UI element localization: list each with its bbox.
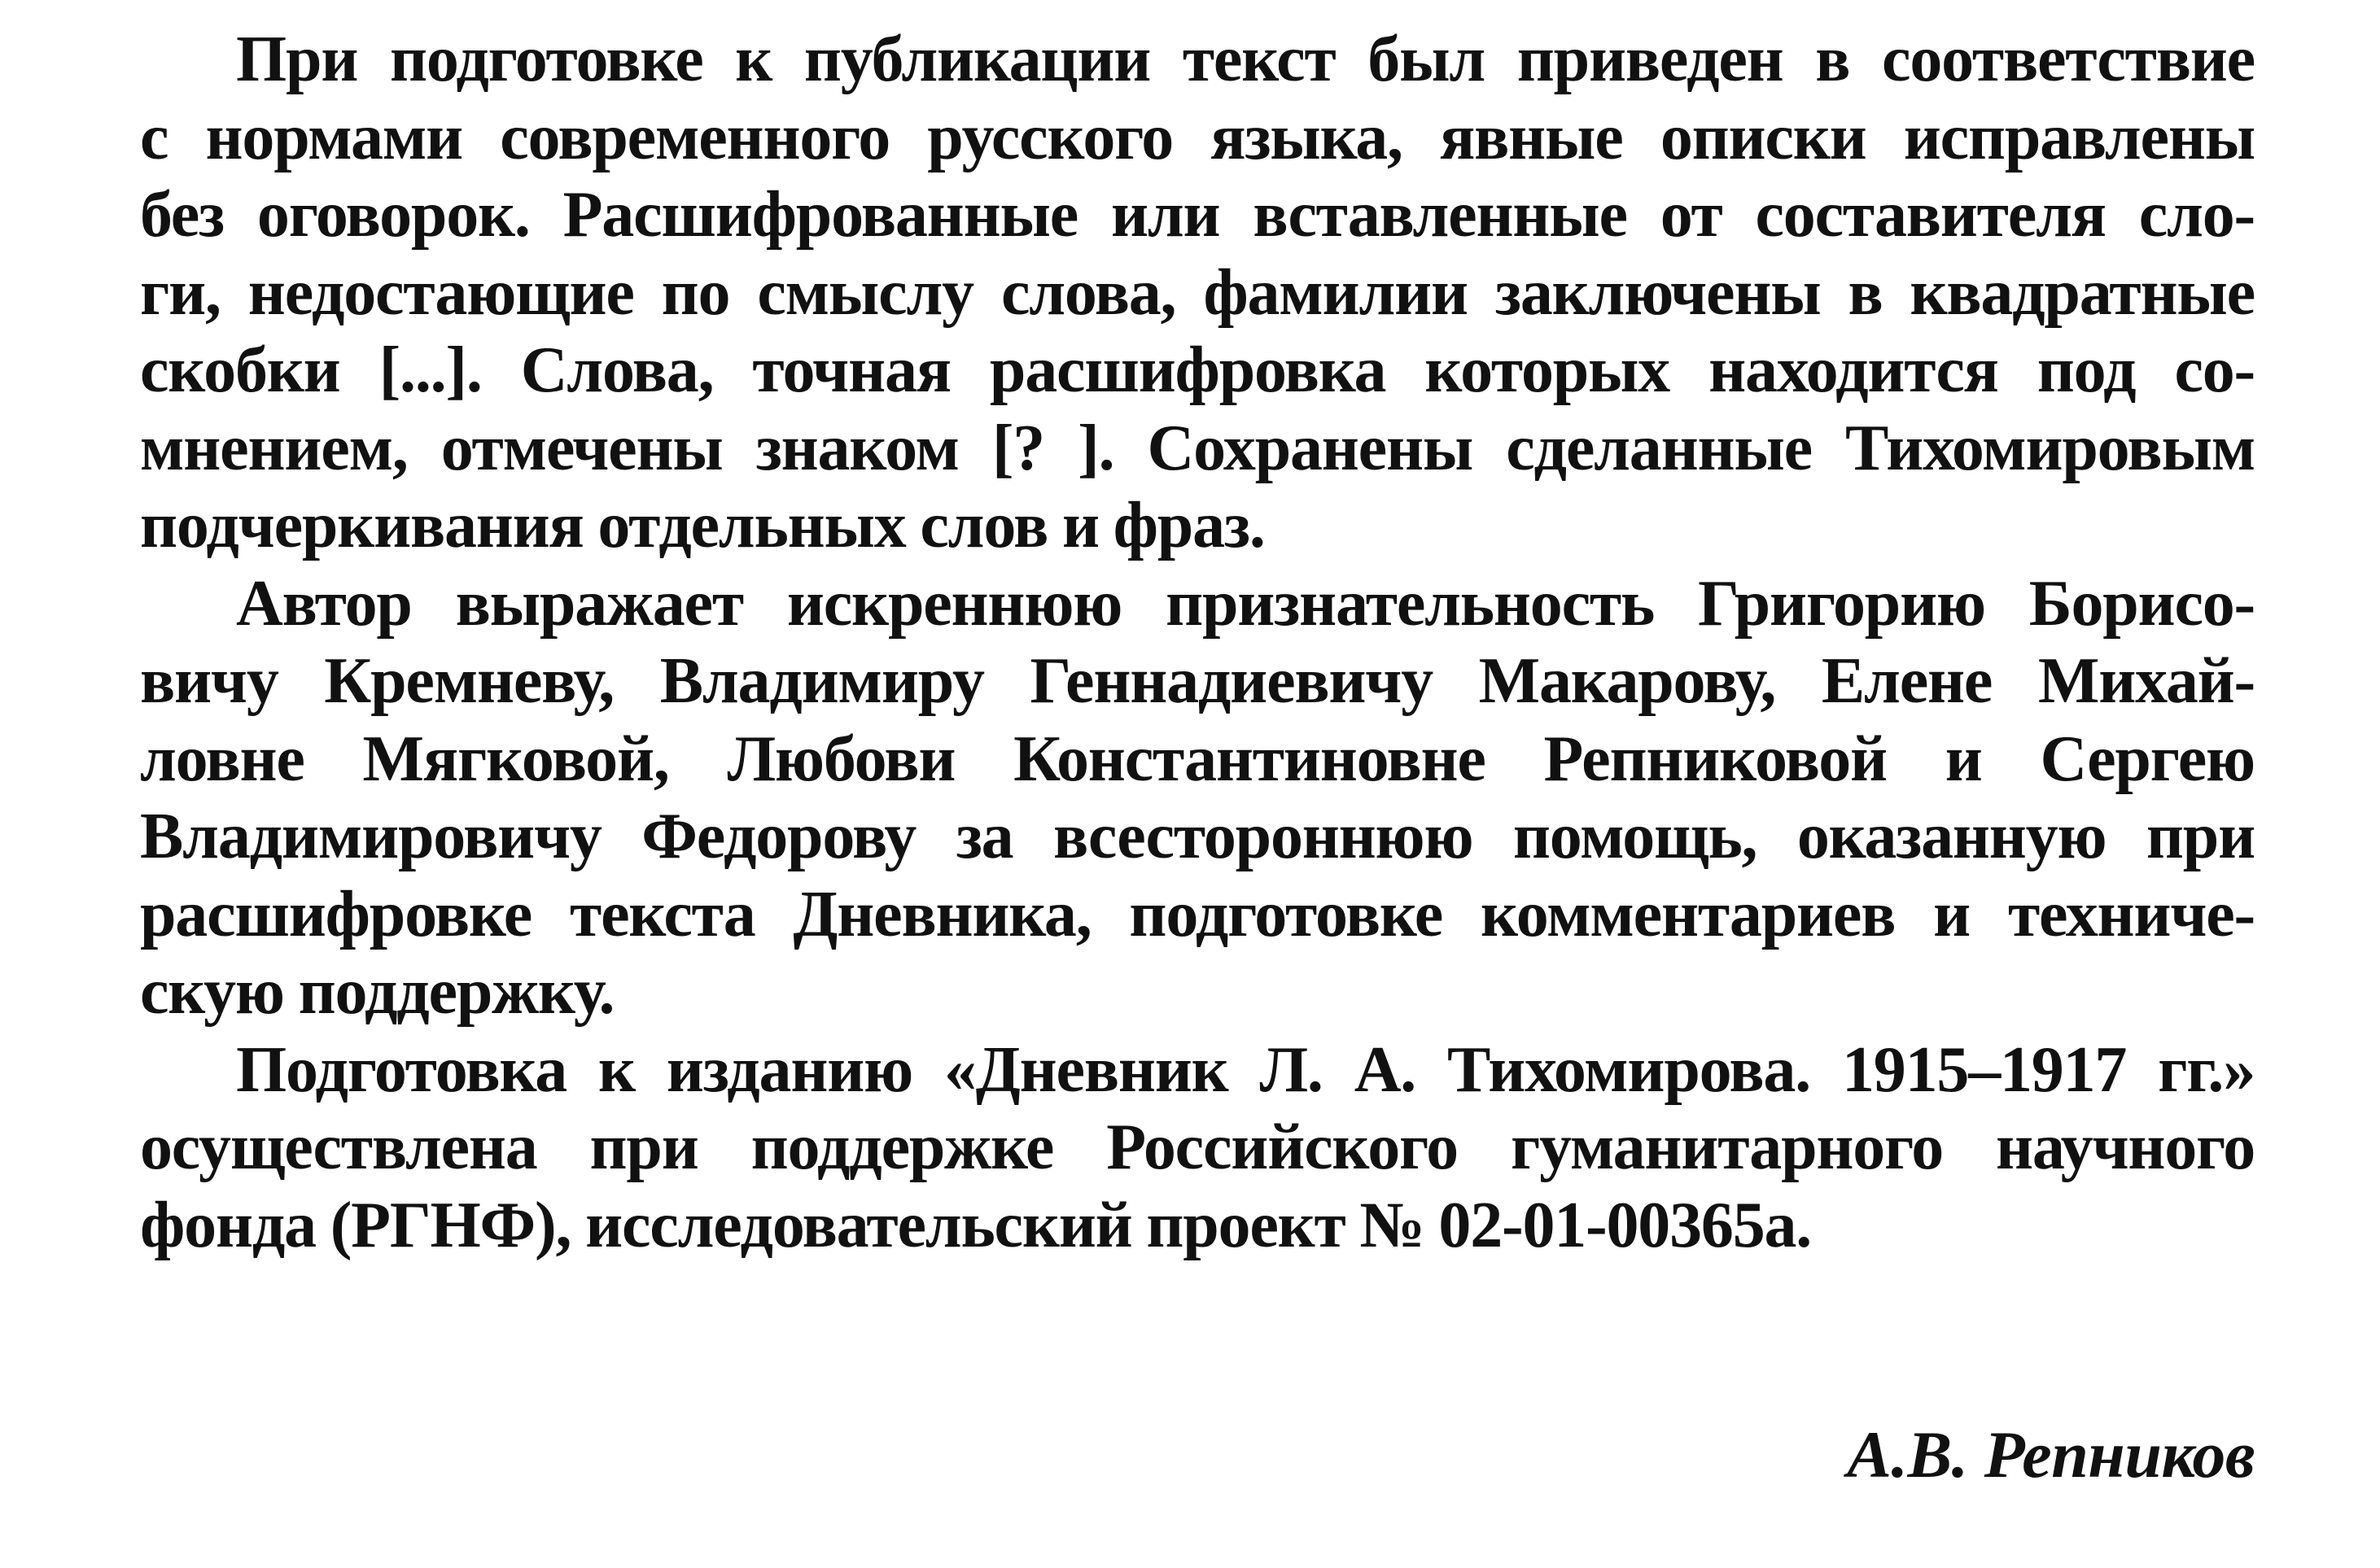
text-line: мнением, отмечены знаком [? ]. Сохранены сделанные Тихомировым bbox=[140, 412, 2255, 484]
paragraph-publication-notes bbox=[140, 21, 2255, 566]
text-line: с нормами современного русского языка, явные описки исправлены bbox=[140, 101, 2255, 173]
text-line: расшифровке текста Дневника, подготовке комментариев и техниче- bbox=[140, 878, 2255, 950]
text-line: фонда (РГНФ), исследовательский проект № 02-01-00365а. bbox=[140, 1189, 1812, 1261]
text-line: подчеркивания отдельных слов и фраз. bbox=[140, 490, 1265, 561]
text-line: ловне Мягковой, Любови Константиновне Репниковой и Сергею bbox=[140, 723, 2255, 795]
text-line: ги, недостающие по смыслу слова, фамилии заключены в квадратные bbox=[140, 256, 2255, 329]
text-line: без оговорок. Расшифрованные или вставленные от составителя сло- bbox=[140, 179, 2255, 251]
author-signature: А.В. Репников bbox=[1847, 1417, 2255, 1492]
document-body bbox=[140, 21, 2255, 1264]
text-line: осуществлена при поддержке Российского гуманитарного научного bbox=[140, 1112, 2255, 1183]
text-line: При подготовке к публикации текст был приведен в соответствие bbox=[236, 24, 2255, 95]
text-line: скую поддержку. bbox=[140, 956, 615, 1028]
text-line: Владимировичу Федорову за всестороннюю помощь, оказанную при bbox=[140, 801, 2255, 872]
text-line: Подготовка к изданию «Дневник Л. А. Тихомирова. 1915–1917 гг.» bbox=[236, 1033, 2255, 1106]
text-line: Автор выражает искреннюю признательность Григорию Борисо- bbox=[236, 567, 2255, 640]
text-line: скобки [...]. Слова, точная расшифровка которых находится под со- bbox=[140, 334, 2255, 406]
paragraph-acknowledgements bbox=[140, 566, 2255, 1032]
text-line: вичу Кремневу, Владимиру Геннадиевичу Макарову, Елене Михай- bbox=[140, 645, 2255, 717]
paragraph-funding bbox=[140, 1032, 2255, 1265]
